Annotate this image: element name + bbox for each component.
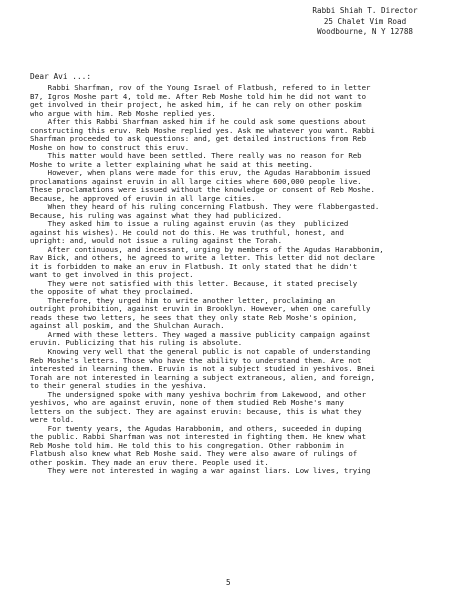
body-line: Reb Moshe told him. He told this to his congregation. Other rabbonim in: [30, 440, 344, 450]
body-line: outright prohibition, against eruvin in Brooklyn. However, when one carefully: [30, 304, 371, 314]
body-line: They were not interested in waging a war against liars. Low lives, trying: [30, 466, 371, 476]
body-line: Moshe on how to construct this eruv.: [30, 142, 190, 152]
body-line: These proclamations were issued without the knowledge or consent of Reb Moshe.: [30, 185, 375, 195]
body-line: Sharfman proceeded to ask questions: and, get detailed instructions from Reb: [30, 134, 367, 144]
letterhead-name: Rabbi Shiah T. Director: [312, 6, 418, 15]
body-line: Rav Bick, and others, he agreed to write a letter. This letter did not declare: [30, 253, 375, 263]
body-line: were told.: [30, 415, 75, 425]
body-line: proclamations against eruvin in all large cities where 600,000 people live.: [30, 176, 362, 186]
letter-body: [30, 84, 445, 476]
body-line: For twenty years, the Agudas Harabbonim, and others, suceeded in duping: [30, 423, 362, 433]
body-line: against his wishes). He could not do this. He was truthful, honest, and: [30, 227, 344, 237]
body-line: eruvin. Publicizing that his ruling is absolute.: [30, 338, 243, 348]
body-line: The undersigned spoke with many yeshiva bochrim from Lakewood, and other: [30, 389, 367, 399]
body-line: against all poskim, and the Shulchan Aurach.: [30, 321, 225, 331]
body-line: interested in learning them. Eruvin is not a subject studied in yeshivos. Bnei: [30, 364, 375, 374]
body-line: the opposite of what they proclaimed.: [30, 287, 194, 297]
letterhead: [270, 6, 460, 38]
body-line: Because, he approved of eruvin in all large cities.: [30, 193, 256, 203]
body-line: get involved in their project, he asked him, if he can rely on other poskim: [30, 100, 362, 110]
letterhead-street: 25 Chalet Vim Road: [323, 16, 407, 26]
body-line: want to get involved in this project.: [30, 270, 194, 280]
salutation: Dear Avi ...:: [30, 72, 92, 81]
body-line: After this Rabbi Sharfman asked him if he could ask some questions about: [30, 117, 367, 127]
body-line: Because, his ruling was against what they had publicized.: [30, 210, 283, 220]
body-line: Rabbi Sharfman, rov of the Young Israel of Flatbush, refered to in letter: [30, 83, 371, 92]
body-line: However, when plans were made for this eruv, the Agudas Harabbonim issued: [30, 168, 371, 178]
body-line: Moshe to write a letter explaining what he said at this meeting.: [30, 159, 313, 169]
body-line: yeshivos, who are against eruvin, none of them studied Reb Moshe's many: [30, 398, 344, 408]
body-line: Knowing very well that the general public is not capable of understanding: [30, 346, 371, 356]
body-line: other poskim. They made an eruv there. People used it.: [30, 457, 269, 467]
body-line: After continuous, and incessant, urging by members of the Agudas Harabbonim,: [30, 244, 384, 254]
body-line: They asked him to issue a ruling against eruvin (as they publicized: [30, 219, 349, 229]
body-line: reads these two letters, he sees that they only state Reb Moshe's opinion,: [30, 312, 358, 322]
letterhead-city: Woodbourne, N Y 12788: [316, 27, 413, 36]
body-line: Armed with these letters. They waged a massive publicity campaign against: [30, 329, 371, 339]
body-line: Therefore, they urged him to write another letter, proclaiming an: [30, 295, 336, 305]
body-line: letters on the subject. They are against eruvin: because, this is what they: [30, 406, 362, 416]
body-line: who argue with him. Reb Moshe replied yes.: [30, 108, 216, 118]
body-line: it is forbidden to make an eruv in Flatbush. It only stated that he didn't: [30, 261, 358, 271]
body-line: They were not satisfied with this letter. Because, it stated precisely: [30, 278, 358, 288]
body-line: B7, Igros Moshe part 4, told me. After Reb Moshe told him he did not want to: [30, 91, 367, 101]
body-line: Reb Moshe's letters. Those who have the ability to understand them. Are not: [30, 355, 362, 365]
body-line: When they heard of his ruling concerning Flatbush. They were flabbergasted.: [30, 202, 380, 212]
body-line: constructing this eruv. Reb Moshe replied yes. Ask me whatever you want. Rabbi: [30, 125, 375, 135]
body-line: upright: and, would not issue a ruling against the Torah.: [30, 236, 283, 246]
body-line: the public. Rabbi Sharfman was not interested in fighting them. He knew what: [30, 432, 367, 442]
body-line: Flatbush also knew what Reb Moshe said. They were also aware of rulings of: [30, 449, 358, 459]
page-number: 5: [226, 578, 231, 587]
body-line: This matter would have been settled. There really was no reason for Reb: [30, 151, 362, 161]
body-line: to their general studies in the yeshiva.: [30, 381, 207, 391]
body-line: Torah are not interested in learning a subject extraneous, alien, and foreign,: [30, 372, 375, 382]
